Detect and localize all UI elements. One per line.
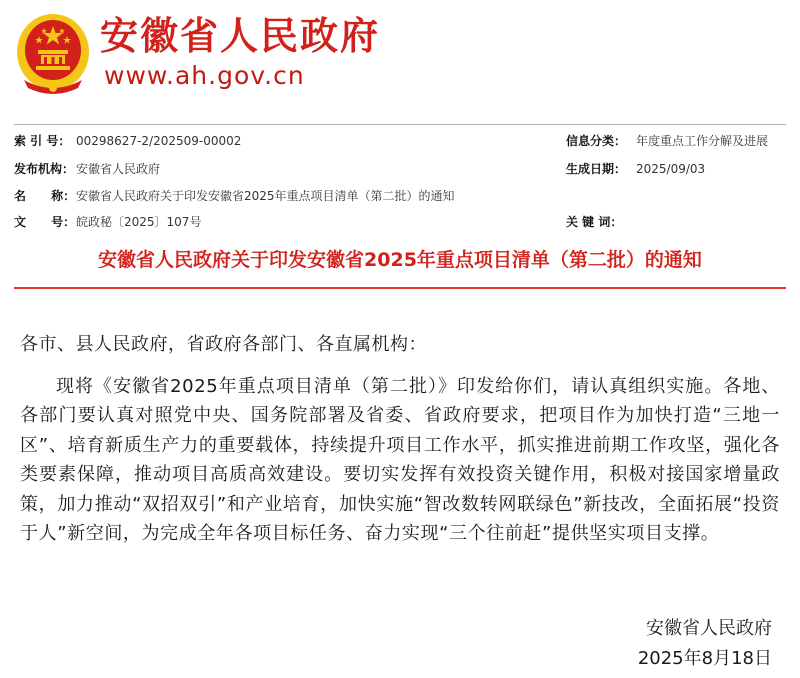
site-url[interactable]: www.ah.gov.cn [104,61,305,90]
site-header [0,0,800,108]
index-label: 索 引 号： [14,134,71,148]
national-emblem-icon[interactable] [14,10,92,96]
publisher-label: 发布机构： [14,162,75,176]
index-value: 00298627-2/202509-00002 [76,134,242,148]
meta-row-name [14,183,786,209]
salutation: 各市、县人民政府，省政府各部门、各直属机构： [20,334,427,355]
name-value: 安徽省人民政府关于印发安徽省2025年重点项目清单（第二批）的通知 [76,189,455,203]
document-body [20,330,780,549]
docno-value: 皖政秘〔2025〕107号 [76,215,202,229]
signature-block [638,614,772,674]
category-value: 年度重点工作分解及进展 [636,134,769,148]
meta-row-docno [14,209,786,235]
date-value: 2025/09/03 [636,162,706,176]
document-metadata [14,126,786,238]
header-divider [14,124,786,125]
title-divider [14,287,786,289]
meta-row-publisher [14,156,786,182]
docno-label: 文 号： [14,215,76,229]
document-title: 安徽省人民政府关于印发安徽省2025年重点项目清单（第二批）的通知 [98,249,702,271]
meta-row-index [14,128,786,154]
publisher-value: 安徽省人民政府 [76,162,161,176]
site-title[interactable]: 安徽省人民政府 [100,13,381,58]
category-label: 信息分类： [566,134,627,148]
body-paragraph: 现将《安徽省2025年重点项目清单（第二批）》印发给你们，请认真组织实施。各地、各部门要认真对照党中央、国务院部署及省委、省政府要求，把项目作为加快打造“三地一区”、培育新质生产力的重要载体，持续提升项目工作水平，抓实推进前期工作攻坚，强化各类要素保障，推动项目高质高效建设。要切实发挥有效投资关键作用，积极对接国家增量政策，加力推动“双招双引”和产业培育，加快实施“智改数转网联绿色”新技改，全面拓展“投资于人”新空间，为完成全年各项目标任务、奋力实现“三个往前赶”提供坚实项目支撑。 [20,375,780,544]
name-label: 名 称： [14,189,76,203]
keywords-label: 关 键 词： [566,215,623,229]
date-label: 生成日期： [566,162,627,176]
signature-org: 安徽省人民政府 [646,618,772,639]
signature-date: 2025年8月18日 [637,648,772,669]
